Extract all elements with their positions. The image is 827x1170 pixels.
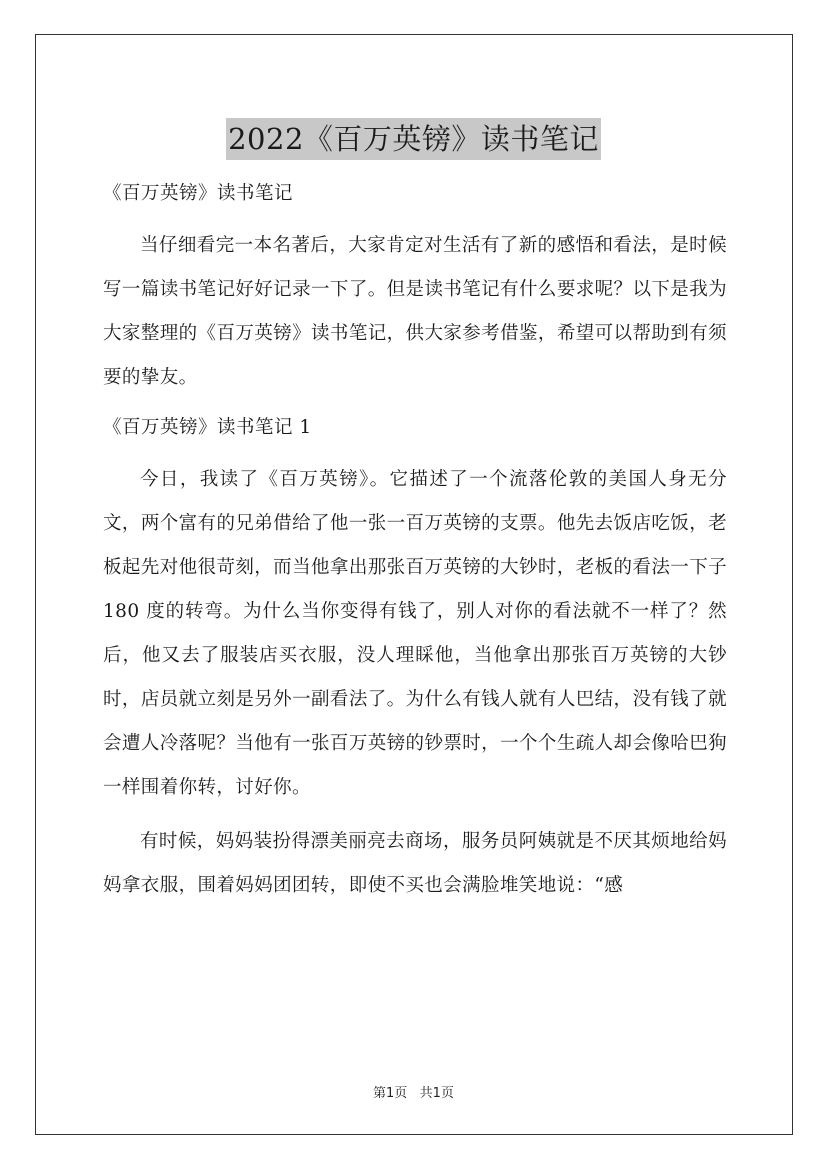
paragraph: 有时候，妈妈装扮得漂美丽亮去商场，服务员阿姨就是不厌其烦地给妈妈拿衣服，围着妈妈团团转，即使不买也会满脸堆笑地说：“感 [103,831,727,896]
section-heading: 《百万英镑》读书笔记 1 [103,417,312,438]
document-body [103,174,727,908]
document-title: 2022《百万英镑》读书笔记 [226,118,601,160]
paragraph: 今日，我读了《百万英镑》。它描述了一个流落伦敦的美国人身无分文，两个富有的兄弟借给了他一张一百万英镑的支票。他先去饭店吃饭，老板起先对他很苛刻，而当他拿出那张百万英镑的大钞时，老板的看法一下子 180 度的转弯。为什么当你变得有钱了，别人对你的看法就不一样了？然后，他又去了服装店买衣服，没人理睬他，当他拿出那张百万英镑的大钞时，店员就立刻是另外一副看法了。为什么有钱人就有人巴结，没有钱了就会遭人冷落呢？当他有一张百万英镑的钞票时，一个个生疏人却会像哈巴狗一样围着你转，讨好你。 [103,469,727,798]
page-footer [0,1082,827,1101]
paragraph: 当仔细看完一本名著后，大家肯定对生活有了新的感悟和看法，是时候写一篇读书笔记好好记录一下了。但是读书笔记有什么要求呢？以下是我为大家整理的《百万英镑》读书笔记，供大家参考借鉴，希望可以帮助到有须要的挚友。 [103,235,727,388]
section-heading: 《百万英镑》读书笔记 [103,183,294,204]
title-container [0,99,827,180]
page-number: 第1页 共1页 [373,1086,454,1101]
